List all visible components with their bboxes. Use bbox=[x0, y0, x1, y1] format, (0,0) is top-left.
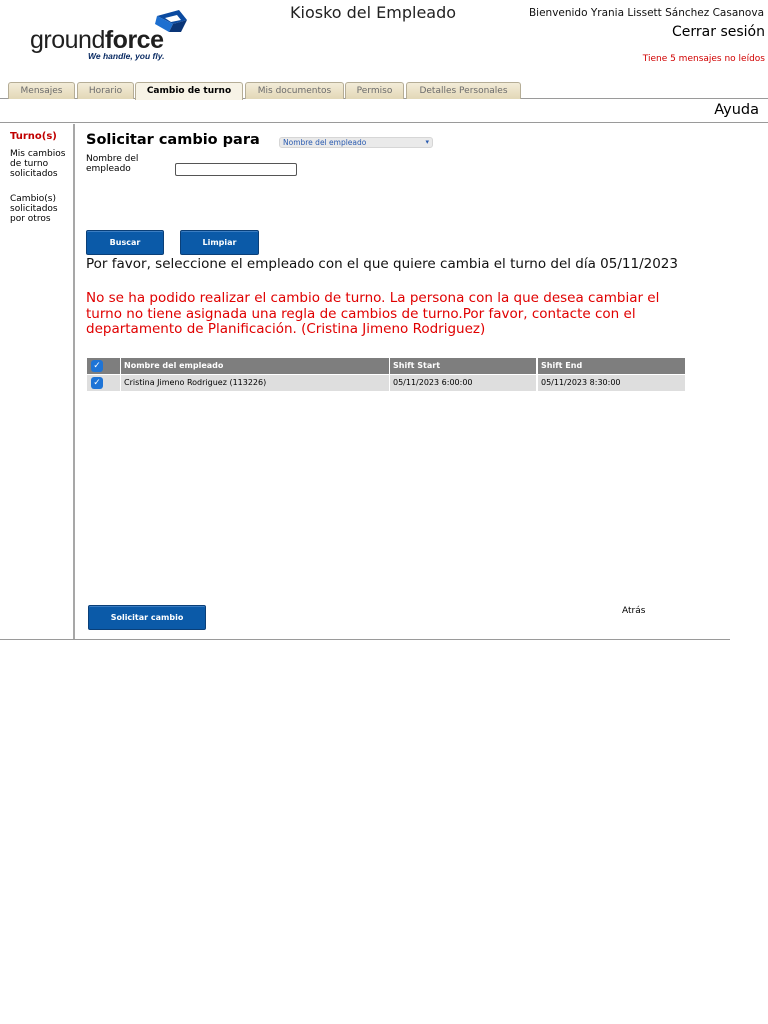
table-row[interactable] bbox=[87, 375, 685, 391]
tab-horario[interactable]: Horario bbox=[77, 82, 134, 99]
sidebar bbox=[0, 124, 75, 640]
logo-wordmark: groundforce bbox=[30, 26, 164, 54]
help-bar bbox=[0, 99, 768, 123]
tab-permiso[interactable]: Permiso bbox=[345, 82, 404, 99]
row-checkbox[interactable]: ✓ bbox=[91, 377, 103, 389]
groundforce-logo bbox=[28, 10, 193, 66]
welcome-text: Bienvenido Yrania Lissett Sánchez Casanova bbox=[528, 7, 764, 19]
tab-mensajes[interactable]: Mensajes bbox=[8, 82, 75, 99]
app-title: Kiosko del Empleado bbox=[290, 3, 457, 22]
search-by-value: Nombre del empleado bbox=[283, 138, 367, 147]
select-all-checkbox[interactable]: ✓ bbox=[91, 360, 103, 372]
logout-link[interactable]: Cerrar sesión bbox=[672, 24, 765, 40]
sidebar-item-cambios-otros[interactable]: Cambio(s) solicitados por otros bbox=[10, 194, 58, 224]
logo-tagline: We handle, you fly. bbox=[88, 51, 165, 61]
cell-shift-start: 05/11/2023 6:00:00 bbox=[390, 375, 536, 391]
tab-mis-documentos[interactable]: Mis documentos bbox=[245, 82, 344, 99]
header-nombre: Nombre del empleado bbox=[121, 358, 389, 374]
section-title: Solicitar cambio para bbox=[86, 132, 260, 148]
search-by-select[interactable] bbox=[279, 137, 433, 148]
cell-nombre: Cristina Jimeno Rodriguez (113226) bbox=[121, 375, 389, 391]
tab-bar bbox=[0, 82, 768, 99]
sidebar-item-turnos[interactable]: Turno(s) bbox=[10, 131, 57, 142]
back-link[interactable]: Atrás bbox=[622, 606, 646, 616]
employee-name-input[interactable] bbox=[175, 163, 297, 176]
employee-name-label: Nombre del empleado bbox=[86, 154, 139, 174]
header-shift-start: Shift Start bbox=[390, 358, 536, 374]
select-arrows-icon: ▾ bbox=[425, 138, 429, 146]
footer-divider bbox=[0, 639, 730, 640]
tab-detalles-personales[interactable]: Detalles Personales bbox=[406, 82, 521, 99]
unread-messages-link[interactable]: Tiene 5 mensajes no leídos bbox=[642, 54, 765, 64]
tab-cambio-de-turno[interactable]: Cambio de turno bbox=[135, 82, 243, 100]
instruction-text: Por favor, seleccione el empleado con el que quiere cambia el turno del día 05/11/2023 bbox=[86, 256, 678, 272]
header-shift-end: Shift End bbox=[538, 358, 685, 374]
sidebar-item-mis-cambios[interactable]: Mis cambios de turno solicitados bbox=[10, 149, 66, 179]
request-change-button[interactable]: Solicitar cambio bbox=[88, 605, 206, 630]
error-message: No se ha podido realizar el cambio de turno. La persona con la que desea cambiar el turno no tiene asignada una regla de cambios de turno.Por favor, contacte con el departamento de Planificación. (Cristina Jimeno Rodriguez) bbox=[86, 290, 660, 337]
select-all-cell bbox=[87, 358, 120, 374]
cell-shift-end: 05/11/2023 8:30:00 bbox=[538, 375, 685, 391]
clear-button[interactable]: Limpiar bbox=[180, 230, 259, 255]
help-link[interactable]: Ayuda bbox=[714, 102, 759, 118]
table-header-row bbox=[87, 358, 685, 374]
row-select-cell bbox=[87, 375, 120, 391]
search-button[interactable]: Buscar bbox=[86, 230, 164, 255]
